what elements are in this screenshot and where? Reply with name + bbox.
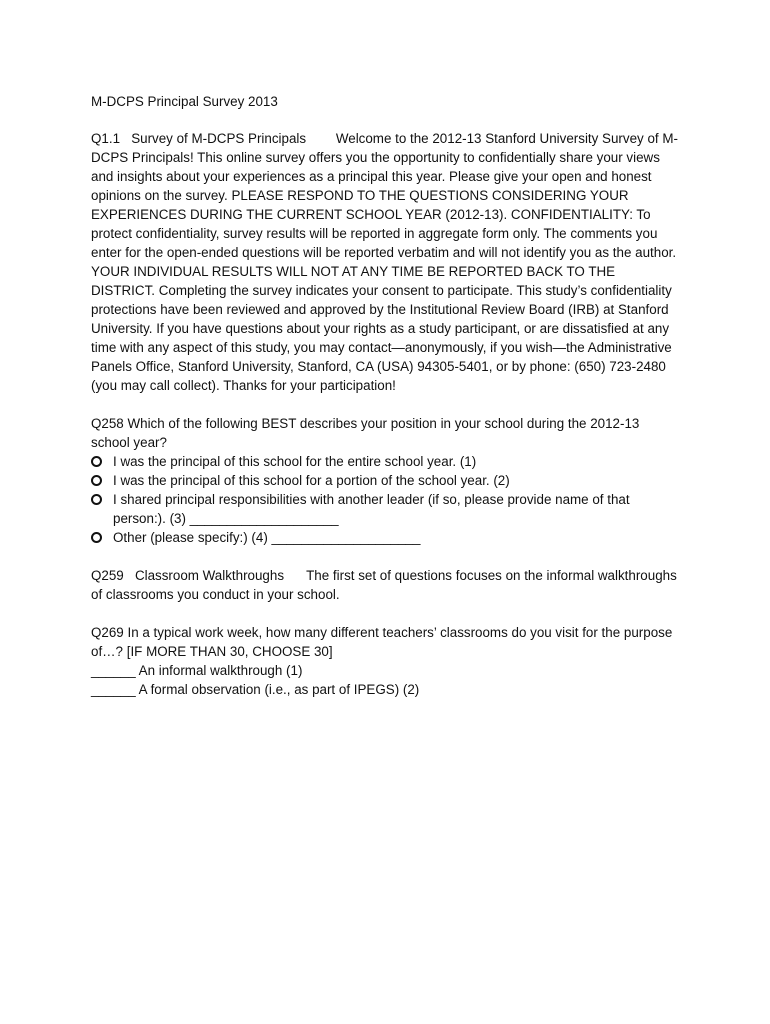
q258-option-3[interactable] — [91, 490, 681, 528]
question-q269-text: Q269 In a typical work week, how many different teachers’ classrooms do you visit for the purpose of…? [IF MORE THAN 30, CHOOSE 30] — [91, 625, 673, 659]
question-q1-1 — [91, 129, 681, 395]
question-q259 — [91, 566, 681, 604]
option-label: I was the principal of this school for a portion of the school year. (2) — [113, 473, 510, 488]
question-id: Q259 — [91, 568, 124, 583]
section-intro-text: The first set of questions focuses on the informal walkthroughs of classrooms you conduct in your school. — [91, 568, 677, 602]
q269-item-informal-walkthrough[interactable]: ______ An informal walkthrough (1) — [91, 663, 303, 678]
q269-items — [91, 661, 681, 699]
option-label: Other (please specify:) (4) ____________________ — [113, 530, 421, 545]
q258-option-1[interactable] — [91, 452, 681, 471]
radio-button-icon[interactable] — [91, 494, 102, 505]
q258-option-4[interactable] — [91, 528, 681, 547]
question-title: Classroom Walkthroughs — [134, 568, 285, 583]
question-q258-text: Q258 Which of the following BEST describes your position in your school during the 2012-13 school year? — [91, 416, 640, 450]
survey-document — [91, 92, 681, 699]
welcome-text: Welcome to the 2012-13 Stanford University Survey of M-DCPS Principals! This online survey offers you the opportunity to confidentially share your views and insights about your experiences as a principal this year. Please give your open and honest opinions on the survey. PLEASE RESPOND TO THE QUESTIONS CONSIDERING YOUR EXPERIENCES DURING THE CURRENT SCHOOL YEAR (2012-13). CONFIDENTIALITY: To protect confidentiality, survey results will be reported in aggregate form only. The comments you enter for the open-ended questions will be reported verbatim and will not identify you as the author. YOUR INDIVIDUAL RESULTS WILL NOT AT ANY TIME BE REPORTED BACK TO THE DISTRICT. Completing the survey indicates your consent to participate. This study’s confidentiality protections have been reviewed and approved by the Institutional Review Board (IRB) at Stanford University. If you have questions about your rights as a study participant, or are dissatisfied at any time with any aspect of this study, you may contact—anonymously, if you wish—the Administrative Panels Office, Stanford University, Stanford, CA (USA) 94305-5401, or by phone: (650) 723-2480 (you may call collect). Thanks for your participation! — [91, 131, 678, 393]
question-id: Q1.1 — [91, 131, 121, 146]
option-label: I shared principal responsibilities with another leader (if so, please provide name of that person:). (3) ____________________ — [113, 492, 630, 526]
radio-button-icon[interactable] — [91, 475, 102, 486]
radio-button-icon[interactable] — [91, 456, 102, 467]
document-title: M-DCPS Principal Survey 2013 — [91, 94, 278, 109]
question-title: Survey of M-DCPS Principals — [131, 131, 307, 146]
q269-item-formal-observation[interactable]: ______ A formal observation (i.e., as part of IPEGS) (2) — [91, 682, 420, 697]
radio-button-icon[interactable] — [91, 532, 102, 543]
q258-option-2[interactable] — [91, 471, 681, 490]
q258-options — [91, 452, 681, 547]
option-label: I was the principal of this school for the entire school year. (1) — [113, 454, 477, 469]
